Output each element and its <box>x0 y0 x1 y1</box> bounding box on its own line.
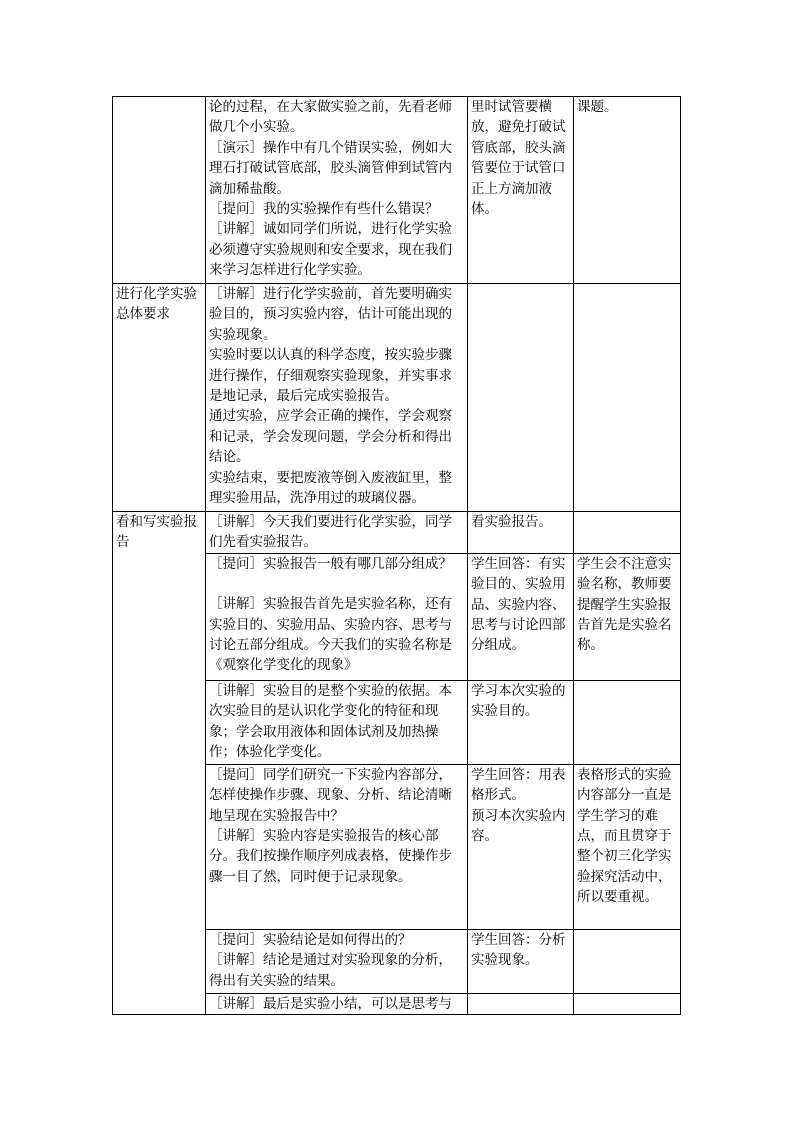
cell-paragraph: 学生会不注意实验名称，教师要提醒学生实验报告首先是实验名称。 <box>577 555 672 654</box>
cell-paragraph: 学生回答：分析实验现象。 <box>471 931 566 969</box>
cell-paragraph: ［提问］我的实验操作有些什么错误？ <box>209 201 439 218</box>
cell-paragraph: ［演示］操作中有几个错误实验，例如大理石打破试管底部，胶头滴管伸到试管内滴加稀盐酸。 <box>209 139 452 197</box>
design-intent-cell <box>574 993 681 1014</box>
student-activity-cell <box>468 993 574 1014</box>
cell-paragraph: 预习本次实验内容。 <box>471 807 566 845</box>
cell-paragraph: 学习本次实验的实验目的。 <box>471 682 566 720</box>
teacher-activity-cell <box>206 553 468 680</box>
section-title: 进行化学实验总体要求 <box>116 286 197 323</box>
cell-paragraph: 课题。 <box>577 99 618 115</box>
lesson-plan-table <box>112 96 681 1015</box>
cell-paragraph: ［提问］同学们研究一下实验内容部分，怎样使操作步骤、现象、分析、结论清晰地呈现在实验报告中？ <box>209 766 452 824</box>
section-cell <box>113 284 206 512</box>
teacher-activity-cell <box>206 680 468 764</box>
cell-paragraph: ［讲解］今天我们要进行化学实验，同学们先看实验报告。 <box>209 514 452 551</box>
teacher-activity-cell <box>206 284 468 512</box>
cell-paragraph: ［讲解］实验目的是整个实验的依据。本次实验目的是认识化学变化的特征和现象；学会取用液体和固体试剂及加热操作；体验化学变化。 <box>209 682 452 761</box>
design-intent-cell <box>574 97 681 284</box>
teacher-activity-cell <box>206 512 468 554</box>
design-intent-cell <box>574 512 681 554</box>
cell-paragraph: 实验结束，要把废液等倒入废液缸里，整理实验用品，洗净用过的玻璃仪器。 <box>209 469 452 507</box>
cell-paragraph <box>209 574 464 594</box>
cell-paragraph: 看实验报告。 <box>471 514 552 530</box>
cell-paragraph: ［讲解］实验内容是实验报告的核心部分。我们按操作顺序列成表格，使操作步骤一目了然，同时便于记录现象。 <box>209 828 452 885</box>
cell-paragraph: ［讲解］诚如同学们所说，进行化学实验必须遵守实验规则和安全要求，现在我们来学习怎样进行化学实验。 <box>209 221 452 279</box>
cell-paragraph: ［讲解］结论是通过对实验现象的分析，得出有关实验的结果。 <box>209 952 452 989</box>
section-cell <box>113 512 206 1015</box>
design-intent-cell <box>574 553 681 680</box>
cell-paragraph: ［讲解］进行化学实验前，首先要明确实验目的，预习实验内容，估计可能出现的实验现象。 <box>209 286 452 343</box>
student-activity-cell <box>468 284 574 512</box>
cell-paragraph: 学生回答：用表格形式。 <box>471 766 566 804</box>
student-activity-cell <box>468 680 574 764</box>
table-row <box>113 284 681 512</box>
student-activity-cell <box>468 512 574 554</box>
teacher-activity-cell <box>206 97 468 284</box>
teacher-activity-cell <box>206 993 468 1014</box>
cell-paragraph: ［提问］实验报告一般有哪几部分组成？ <box>209 555 452 572</box>
student-activity-cell <box>468 97 574 284</box>
table-row <box>113 512 681 554</box>
design-intent-cell <box>574 284 681 512</box>
table-row <box>113 97 681 284</box>
cell-paragraph: 实验时要以认真的科学态度，按实验步骤进行操作，仔细观察实验现象，并实事求是地记录，最后完成实验报告。 <box>209 347 452 405</box>
student-activity-cell <box>468 764 574 929</box>
section-title: 看和写实验报告 <box>116 514 197 551</box>
cell-paragraph: 论的过程，在大家做实验之前，先看老师做几个小实验。 <box>209 99 452 136</box>
teacher-activity-cell <box>206 764 468 929</box>
design-intent-cell <box>574 929 681 993</box>
cell-paragraph: ［讲解］最后是实验小结，可以是思考与 <box>209 995 452 1012</box>
cell-paragraph: 表格形式的实验内容部分一直是学生学习的难点，而且贯穿于整个初三化学实验探究活动中，所以要重视。 <box>577 766 672 906</box>
teacher-activity-cell <box>206 929 468 993</box>
cell-paragraph: 里时试管要横放，避免打破试管底部，胶头滴管要位于试管口正上方滴加液体。 <box>471 99 566 218</box>
cell-paragraph: ［提问］实验结论是如何得出的？ <box>209 931 412 948</box>
student-activity-cell <box>468 553 574 680</box>
cell-paragraph: 通过实验，应学会正确的操作，学会观察和记录，学会发现问题，学会分析和得出结论。 <box>209 408 452 466</box>
section-cell <box>113 97 206 284</box>
cell-paragraph: 学生回答：有实验目的、实验用品、实验内容、思考与讨论四部分组成。 <box>471 555 566 654</box>
design-intent-cell <box>574 764 681 929</box>
cell-paragraph: ［讲解］实验报告首先是实验名称，还有实验目的、实验用品、实验内容、思考与讨论五部分组成。今天我们的实验名称是《观察化学变化的现象》 <box>209 596 452 674</box>
student-activity-cell <box>468 929 574 993</box>
lesson-plan-body <box>113 97 681 1015</box>
design-intent-cell <box>574 680 681 764</box>
